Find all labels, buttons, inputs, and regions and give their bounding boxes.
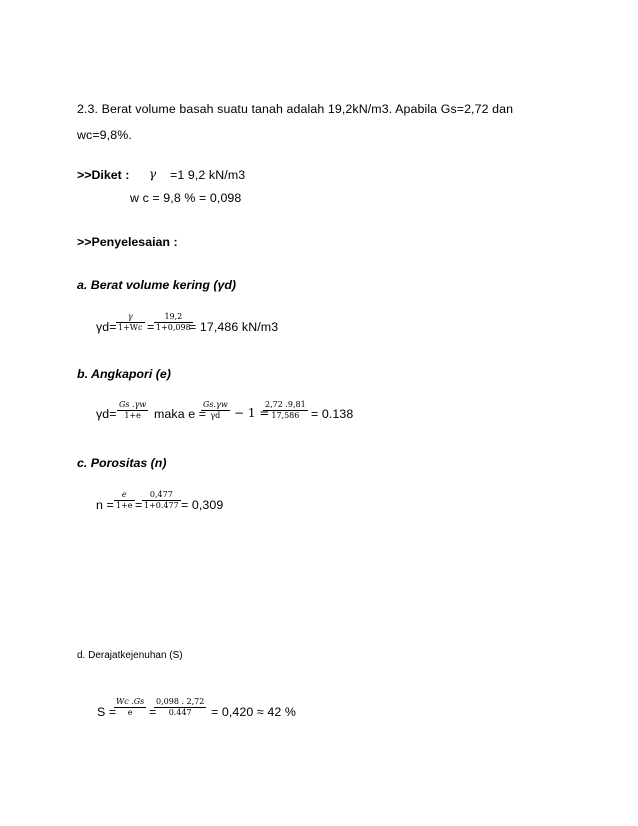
section-d-fraction-2 <box>154 697 206 718</box>
section-b-lhs: γd= <box>96 407 117 421</box>
fraction-denominator: 1+e <box>116 501 133 510</box>
section-d-fraction-1 <box>114 697 146 718</box>
fraction-numerator: Wc .Gs <box>116 697 145 706</box>
fraction-numerator: 2,72 .9,81 <box>265 400 306 409</box>
section-b-fraction-2 <box>201 400 230 421</box>
section-a-fraction-2 <box>154 312 193 333</box>
section-c-eq: = <box>135 498 143 512</box>
section-b-heading: b. Angkapori (e) <box>77 367 171 381</box>
fraction-numerator: Gs .γw <box>119 400 147 409</box>
fraction-denominator: e <box>127 708 133 717</box>
penyelesaian-label: >>Penyelesaian : <box>77 235 178 249</box>
gamma-value: =1 9,2 kN/m3 <box>170 168 246 182</box>
fraction-denominator: 1+Wc <box>118 323 143 332</box>
wc-line: w c = 9,8 % = 0,098 <box>130 191 242 205</box>
section-b-result: = 0.138 <box>311 407 354 421</box>
fraction-denominator: γd <box>210 411 221 420</box>
diket-label: >>Diket : <box>77 168 130 182</box>
section-b-mid: maka e = <box>154 407 207 421</box>
section-b-fraction-3 <box>263 400 308 421</box>
fraction-denominator: 1+e <box>124 411 141 420</box>
section-d-lhs: S = <box>97 705 117 719</box>
section-c-fraction-2 <box>142 490 181 511</box>
section-b-minus: − 1 = <box>234 406 270 420</box>
section-d-heading: d. Derajatkejenuhan (S) <box>77 650 183 661</box>
problem-line-1: 2.3. Berat volume basah suatu tanah adalah 19,2kN/m3. Apabila Gs=2,72 dan <box>77 102 514 116</box>
section-d-result: = 0,420 ≈ 42 % <box>211 705 297 719</box>
fraction-numerator: 19,2 <box>154 312 193 323</box>
fraction-numerator: 0,098 . 2,72 <box>156 697 205 706</box>
section-c-result: = 0,309 <box>181 498 224 512</box>
fraction-denominator: 0.447 <box>168 708 192 717</box>
section-d-eq: = <box>149 705 157 719</box>
section-c-lhs: n = <box>96 498 114 512</box>
fraction-denominator: 17,586 <box>271 411 300 420</box>
section-a-result: = 17,486 kN/m3 <box>189 320 279 334</box>
section-a-fraction-1 <box>116 312 145 333</box>
section-a-eq: = <box>147 320 155 334</box>
section-b-fraction-1 <box>117 400 148 421</box>
fraction-numerator: Gs.γw <box>203 400 228 409</box>
section-a-lhs: γd= <box>96 320 117 334</box>
problem-line-2: wc=9,8%. <box>77 128 132 142</box>
section-c-fraction-1 <box>114 490 135 511</box>
fraction-denominator: 1+0,098 <box>156 323 191 332</box>
section-c-heading: c. Porositas (n) <box>77 456 167 470</box>
section-a-heading: a. Berat volume kering (γd) <box>77 278 237 292</box>
fraction-numerator: γ <box>116 312 145 323</box>
fraction-denominator: 1+0.477 <box>144 501 179 510</box>
gamma-symbol: γ <box>149 167 157 181</box>
fraction-numerator: 0,477 <box>142 490 181 501</box>
fraction-numerator: e <box>114 490 135 501</box>
